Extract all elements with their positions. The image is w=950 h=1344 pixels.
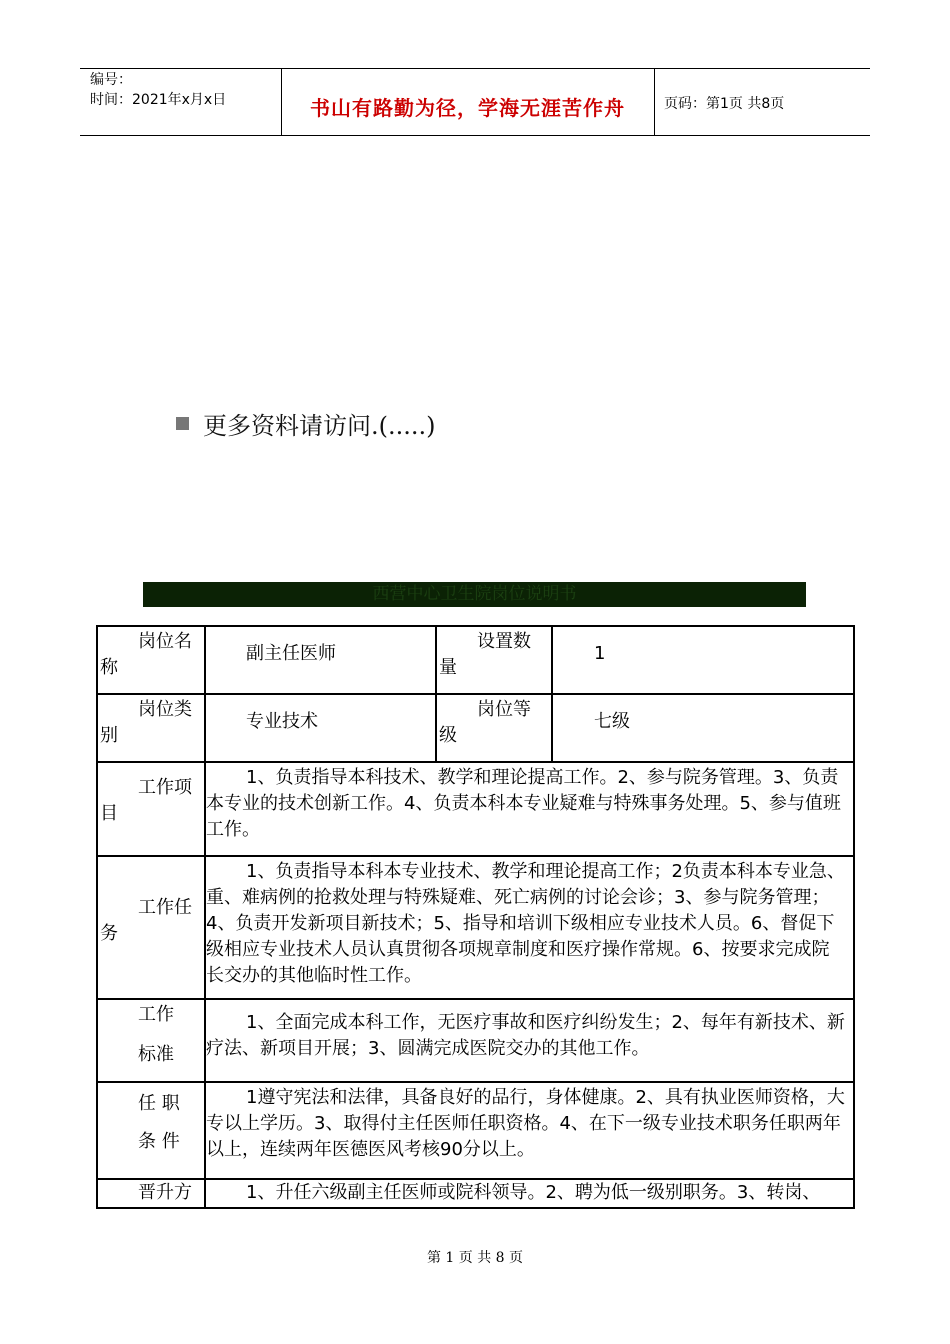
category-value: 专业技术 xyxy=(246,711,318,732)
page-footer: 第 1 页 共 8 页 xyxy=(426,1250,524,1266)
grade-value: 七级 xyxy=(594,711,630,732)
header-page-label: 页码：第1页 共8页 xyxy=(664,96,785,112)
count-value: 1 xyxy=(594,643,606,664)
work-tasks-label-cont: 务 xyxy=(100,923,118,944)
promotion-label: 晋升方 xyxy=(138,1182,192,1203)
job-description-table xyxy=(96,625,855,1209)
header-meta xyxy=(90,70,226,110)
post-name-value: 副主任医师 xyxy=(246,643,336,664)
work-standard-text: 1、全面完成本科工作，无医疗事故和医疗纠纷发生；2、每年有新技术、新疗法、新项目开展；3、圆满完成医院交办的其他工作。 xyxy=(206,1012,845,1059)
qualification-label-cont: 条 件 xyxy=(138,1131,180,1152)
promo-text: 更多资料请访问.(.....) xyxy=(203,412,436,440)
column-divider xyxy=(435,695,437,761)
promotion-text: 1、升任六级副主任医师或院科领导。2、聘为低一级别职务。3、转岗、 xyxy=(246,1182,821,1203)
table-row xyxy=(98,1000,853,1083)
post-name-label: 岗位名 xyxy=(138,631,192,652)
table-row xyxy=(98,695,853,763)
count-label-cont: 量 xyxy=(439,657,457,678)
work-tasks-label: 工作任 xyxy=(138,897,192,918)
header-bottom-rule xyxy=(80,135,870,136)
category-label-cont: 别 xyxy=(100,725,118,746)
grade-label: 岗位等 xyxy=(477,699,531,720)
header-top-rule xyxy=(80,68,870,69)
column-divider xyxy=(551,695,553,761)
work-items-label-cont: 目 xyxy=(100,803,118,824)
work-items-text: 1、负责指导本科技术、教学和理论提高工作。2、参与院务管理。3、负责本专业的技术创新工作。4、负责本科本专业疑难与特殊事务处理。5、参与值班工作。 xyxy=(206,767,841,840)
work-tasks-text: 1、负责指导本科本专业技术、教学和理论提高工作；2负责本科本专业急、重、难病例的抢救处理与特殊疑难、死亡病例的讨论会诊；3、参与院务管理；4、负责开发新项目新技术；5、指导和培训下级相应专业技术人员。6、督促下级相应专业技术人员认真贯彻各项规章制度和医疗操作常规。6、按要求完成院长交办的其他临时性工作。 xyxy=(206,861,845,986)
work-items-label: 工作项 xyxy=(138,777,192,798)
document-title: 西营中心卫生院岗位说明书 xyxy=(143,582,806,607)
table-row xyxy=(98,1083,853,1180)
work-standard-label-cont: 标准 xyxy=(138,1044,174,1065)
qualification-text: 1遵守宪法和法律，具备良好的品行，身体健康。2、具有执业医师资格，大专以上学历。3、取得付主任医师任职资格。4、在下一级专业技术职务任职两年以上，连续两年医德医风考核90分以上。 xyxy=(206,1087,845,1160)
post-name-label-cont: 称 xyxy=(100,657,118,678)
table-row xyxy=(98,763,853,857)
promo-line xyxy=(176,406,436,441)
table-row xyxy=(98,1180,853,1209)
header-divider xyxy=(654,68,655,135)
column-divider xyxy=(204,695,206,761)
doc-number-label: 编号： xyxy=(90,72,132,88)
qualification-label: 任 职 xyxy=(138,1093,180,1114)
column-divider xyxy=(204,627,206,693)
table-row xyxy=(98,857,853,1000)
category-label: 岗位类 xyxy=(138,699,192,720)
doc-time-label: 时间：2021年x月x日 xyxy=(90,92,227,108)
square-bullet-icon xyxy=(176,417,189,430)
column-divider xyxy=(435,627,437,693)
count-label: 设置数 xyxy=(477,631,531,652)
work-standard-label: 工作 xyxy=(138,1004,174,1025)
column-divider xyxy=(551,627,553,693)
grade-label-cont: 级 xyxy=(439,725,457,746)
table-row xyxy=(98,627,853,695)
header-motto: 书山有路勤为径，学海无涯苦作舟 xyxy=(310,96,625,120)
